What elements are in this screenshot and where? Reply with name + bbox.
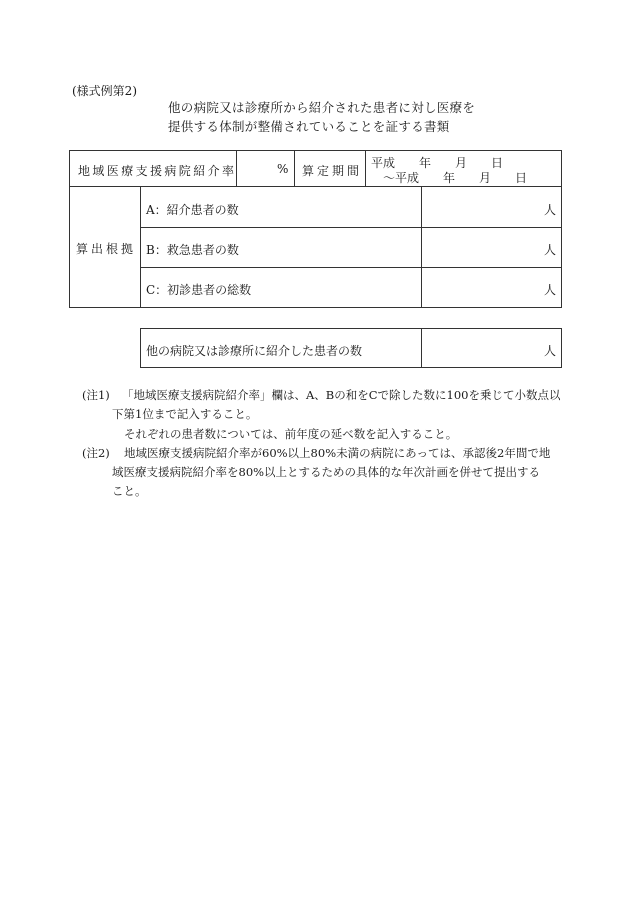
note-2-line-1: 地域医療支援病院紹介率が60%以上80%未満の病院にあっては、承認後2年間で地 [124, 446, 551, 460]
calculation-period-label: 算定期間 [302, 164, 363, 178]
note-1-line-2: 下第1位まで記入すること。 [112, 407, 258, 421]
first-visit-patients-unit[interactable]: 人 [544, 283, 557, 297]
basis-col-divider [140, 186, 141, 308]
note-1-line-3: それぞれの患者数については、前年度の延べ数を記入すること。 [124, 427, 458, 441]
note-1-marker: (注1) [82, 388, 110, 402]
table2-col-divider [421, 328, 422, 368]
first-visit-patients-label: C：初診患者の総数 [146, 283, 252, 297]
note-2-line-2: 域医療支援病院紹介率を80%以上とするための具体的な年次計画を併せて提出する [112, 465, 541, 479]
referred-patients-label: A：紹介患者の数 [146, 203, 239, 217]
header-divider [69, 186, 562, 187]
calculation-basis-label: 算出根拠 [76, 242, 137, 256]
percent-unit: % [277, 162, 289, 176]
emergency-patients-unit[interactable]: 人 [544, 243, 557, 257]
row-divider-1 [140, 227, 562, 228]
emergency-patients-label: B：救急患者の数 [146, 243, 239, 257]
period-start-date[interactable]: 平成 年 月 日 [371, 156, 504, 170]
outbound-referrals-unit[interactable]: 人 [544, 344, 557, 358]
header-col-divider-3 [365, 150, 366, 186]
note-2-line-3: こと。 [112, 484, 147, 498]
note-2-marker: (注2) [82, 446, 110, 460]
value-col-divider [421, 186, 422, 308]
referral-rate-label: 地域医療支援病院紹介率 [78, 164, 237, 178]
header-col-divider-2 [294, 150, 295, 186]
document-title [168, 98, 475, 136]
title-line-2: 提供する体制が整備されていることを証する書類 [168, 119, 450, 134]
note-1-line-1: 「地域医療支援病院紹介率」欄は、A、Bの和をCで除した数に100を乗じて小数点以 [122, 388, 561, 402]
title-line-1: 他の病院又は診療所から紹介された患者に対し医療を [168, 100, 476, 115]
period-end-date[interactable]: ～平成 年 月 日 [383, 171, 528, 185]
referred-patients-unit[interactable]: 人 [544, 203, 557, 217]
row-divider-2 [140, 267, 562, 268]
outbound-referrals-label: 他の病院又は診療所に紹介した患者の数 [146, 344, 363, 358]
form-number-label: (様式例第2) [72, 84, 137, 98]
